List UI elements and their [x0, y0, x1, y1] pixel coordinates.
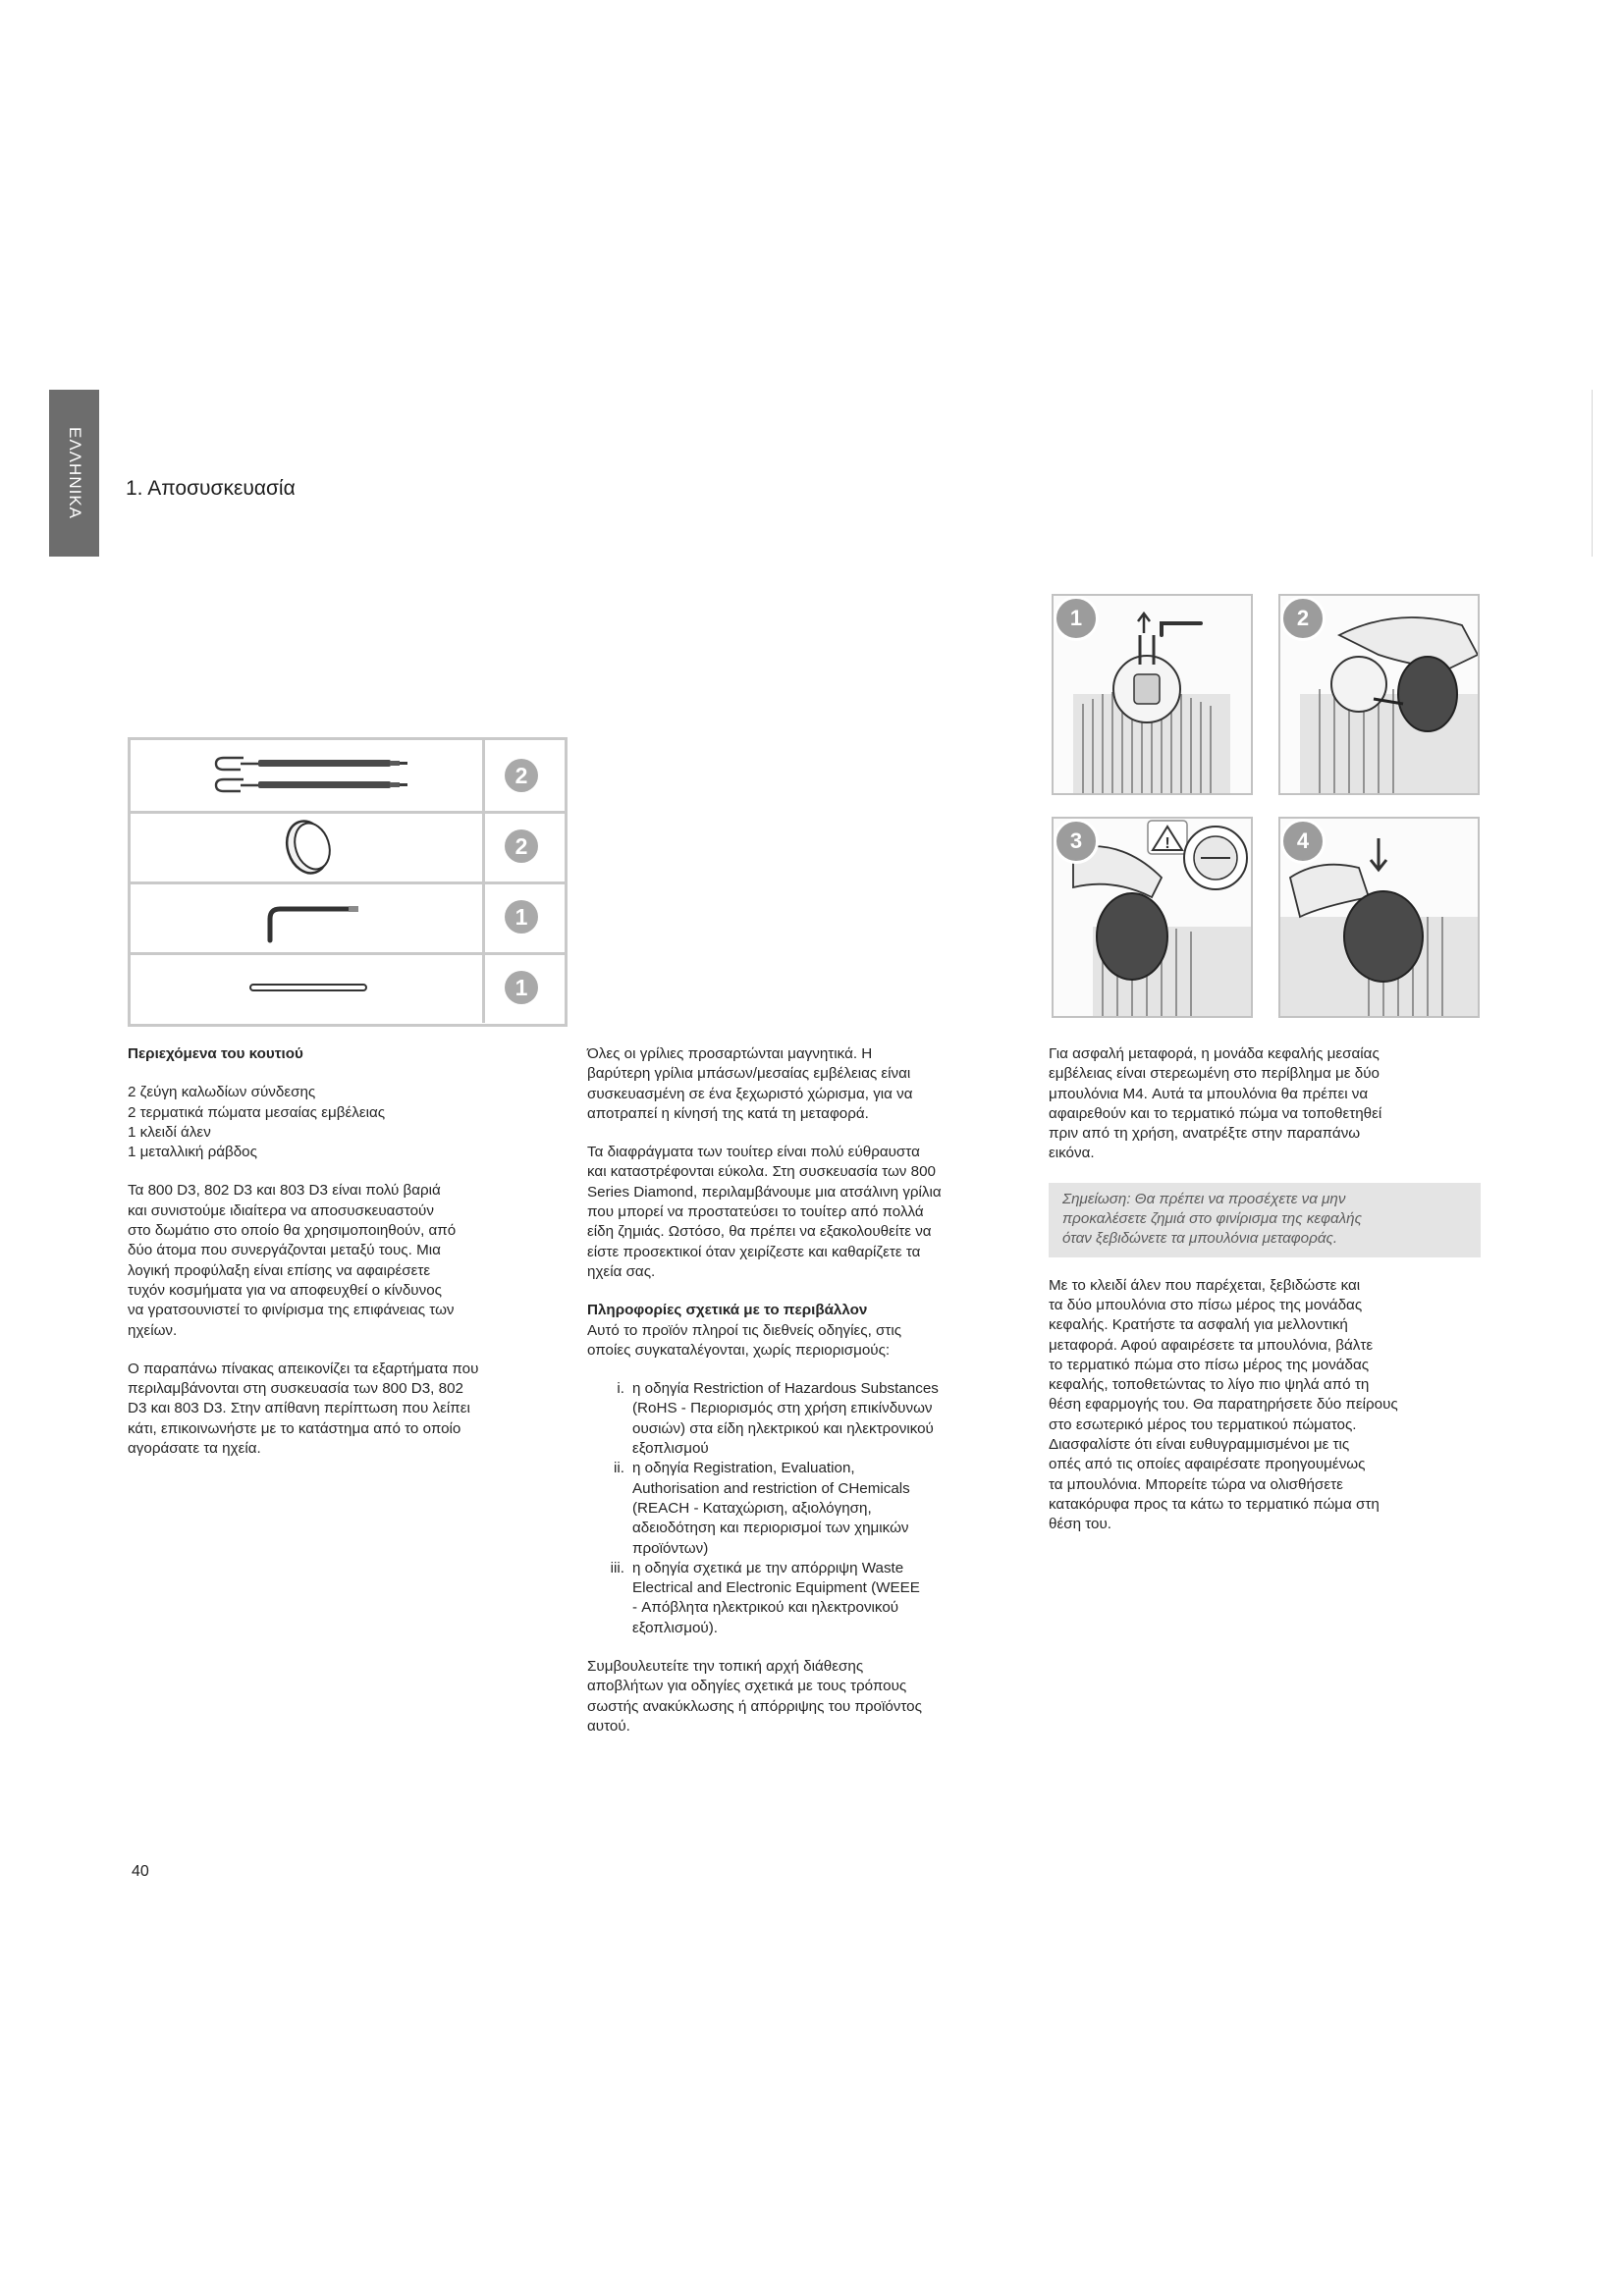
- quantity-badge: 1: [505, 971, 538, 1004]
- grilles-paragraph: Όλες οι γρίλιες προσαρτώνται μαγνητικά. Η βαρύτερη γρίλια μπάσων/μεσαίας εμβέλειας είναι συσκευασμένη σε ένα ξεχωριστό χώρισμα, για να αποτραπεί η κίνησή της κατά τη μεταφορά.: [587, 1045, 913, 1122]
- svg-text:!: !: [1164, 835, 1170, 852]
- cables-icon: [131, 740, 485, 811]
- quantity-badge: 2: [505, 759, 538, 792]
- box-contents-heading: Περιεχόμενα του κουτιού: [128, 1045, 303, 1062]
- rod-icon: [131, 952, 485, 1023]
- box-contents-table: [128, 737, 568, 1027]
- step-4-illustration: [1278, 817, 1480, 1018]
- environment-heading: Πληροφορίες σχετικά με το περιβάλλον: [587, 1302, 868, 1319]
- column-2: [587, 1044, 1019, 1755]
- column-3: [1049, 1044, 1481, 1554]
- quantity-badge: 2: [505, 829, 538, 863]
- box-contents-list: 2 ζεύγη καλωδίων σύνδεσης 2 τερματικά πώματα μεσαίας εμβέλειας 1 κλειδί άλεν 1 μεταλλική ράβδος: [128, 1084, 386, 1161]
- contents-row: [131, 952, 565, 1023]
- allen-key-icon: [131, 881, 485, 952]
- step-2-illustration: [1278, 594, 1480, 795]
- note-box: Σημείωση: Θα πρέπει να προσέχετε να μην προκαλέσετε ζημιά στο φινίρισμα της κεφαλής όταν ξεβιδώνετε τα μπουλόνια μεταφοράς.: [1049, 1183, 1481, 1257]
- directive-item: iii. η οδηγία σχετικά με την απόρριψη Waste Electrical and Electronic Equipment (WEEE - Απόβλητα ηλεκτρικού και ηλεκτρονικού εξοπλισμού).: [610, 1559, 920, 1636]
- quantity-badge: 1: [505, 900, 538, 934]
- contents-row: [131, 881, 565, 955]
- margin-rule: [1592, 390, 1593, 557]
- step-number-badge: 2: [1280, 596, 1326, 641]
- language-tab: [49, 390, 99, 557]
- disposal-paragraph: Συμβουλευτείτε την τοπική αρχή διάθεσης αποβλήτων για οδηγίες σχετικά με τους τρόπους σωστής ανακύκλωσης ή απόρριψης του προϊόντος αυτού.: [587, 1658, 922, 1735]
- language-tab-label: ΕΛΛΗΝΙΚΑ: [65, 426, 84, 520]
- tweeter-paragraph: Τα διαφράγματα των τουίτερ είναι πολύ εύθραυστα και καταστρέφονται εύκολα. Στη συσκευασία των 800 Series Diamond, περιλαμβάνουμε μια ατσάλινη γρίλια που μπορεί να προστατεύσει το τουίτερ από πολλά είδη ζημιάς. Ωστόσο, θα πρέπει να εξακολουθείτε να είστε προσεκτικοί όταν χειρίζεστε και καθαρίζετε τα ηχεία σας.: [587, 1144, 942, 1280]
- directive-item: ii. η οδηγία Registration, Evaluation, Authorisation and restriction of CHemicals (REACH - Καταχώριση, αξιολόγηση, αδειοδότηση και περιορισμοί των χημικών προϊόντων): [614, 1460, 910, 1557]
- page-number: 40: [132, 1863, 149, 1880]
- table-description-paragraph: Ο παραπάνω πίνακας απεικονίζει τα εξαρτήματα που περιλαμβάνονται στη συσκευασία των 800 D3, 802 D3 και 803 D3. Στην απίθανη περίπτωση που λείπει κάτι, επικοινωνήστε με το κατάστημα από το οποίο αγοράσατε τα ηχεία.: [128, 1360, 479, 1458]
- fitting-instructions-paragraph: Με το κλειδί άλεν που παρέχεται, ξεβιδώστε και τα δύο μπουλόνια στο πίσω μέρος της μονάδας κεφαλής. Κρατήστε τα ασφαλή για μελλοντική μεταφορά. Αφού αφαιρέσετε τα μπουλόνια, βάλτε το τερματικό πώμα στο πίσω μέρος της μονάδας κεφαλής, τοποθετώντας το λίγο πιο ψηλά από τη θέση εφαρμογής του. Θα παρατηρήσετε δύο πείρους στο εσωτερικό μέρος του τερματικού πώματος. Διασφαλίστε ότι είναι ευθυγραμμισμένοι με τις οπές από τις οποίες αφαιρέσατε προηγουμένως τα μπουλόνια. Μπορείτε τώρα να ολισθήσετε κατακόρυφα προς τα κάτω το τερματικό πώμα στη θέση του.: [1049, 1276, 1398, 1533]
- step-3-illustration: [1052, 817, 1253, 1018]
- section-title: 1. Αποσυσκευασία: [126, 477, 296, 500]
- step-1-illustration: [1052, 594, 1253, 795]
- step-number-badge: 4: [1280, 819, 1326, 864]
- weight-warning-paragraph: Τα 800 D3, 802 D3 και 803 D3 είναι πολύ βαριά και συνιστούμε ιδιαίτερα να αποσυσκευαστούν στο δωμάτιο στο οποίο θα χρησιμοποιηθούν, από δύο άτομα που συνεργάζονται μεταξύ τους. Μια λογική προφύλαξη είναι επίσης να αφαιρέσετε τυχόν κοσμήματα για να αποφευχθεί ο κίνδυνος να γρατσουνιστεί το φινίρισμα της επιφάνειας των ηχείων.: [128, 1182, 457, 1339]
- column-1: [128, 1044, 560, 1477]
- step-number-badge: 1: [1054, 596, 1099, 641]
- directive-item: i. η οδηγία Restriction of Hazardous Substances (RoHS - Περιορισμός στη χρήση επικίνδυνων ουσιών) στα είδη ηλεκτρικού και ηλεκτρονικού εξοπλισμού: [617, 1380, 939, 1458]
- cap-icon: [131, 811, 485, 881]
- directives-list: [587, 1379, 1019, 1638]
- contents-row: [131, 740, 565, 814]
- contents-row: [131, 811, 565, 884]
- step-number-badge: 3: [1054, 819, 1099, 864]
- transport-bolts-paragraph: Για ασφαλή μεταφορά, η μονάδα κεφαλής μεσαίας εμβέλειας είναι στερεωμένη στο περίβλημα με δύο μπουλόνια M4. Αυτά τα μπουλόνια θα πρέπει να αφαιρεθούν και το τερματικό πώμα να τοποθετηθεί πριν από τη χρήση, ανατρέξτε στην παραπάνω εικόνα.: [1049, 1045, 1382, 1162]
- environment-intro: Αυτό το προϊόν πληροί τις διεθνείς οδηγίες, στις οποίες συγκαταλέγονται, χωρίς περιορισμούς:: [587, 1321, 902, 1359]
